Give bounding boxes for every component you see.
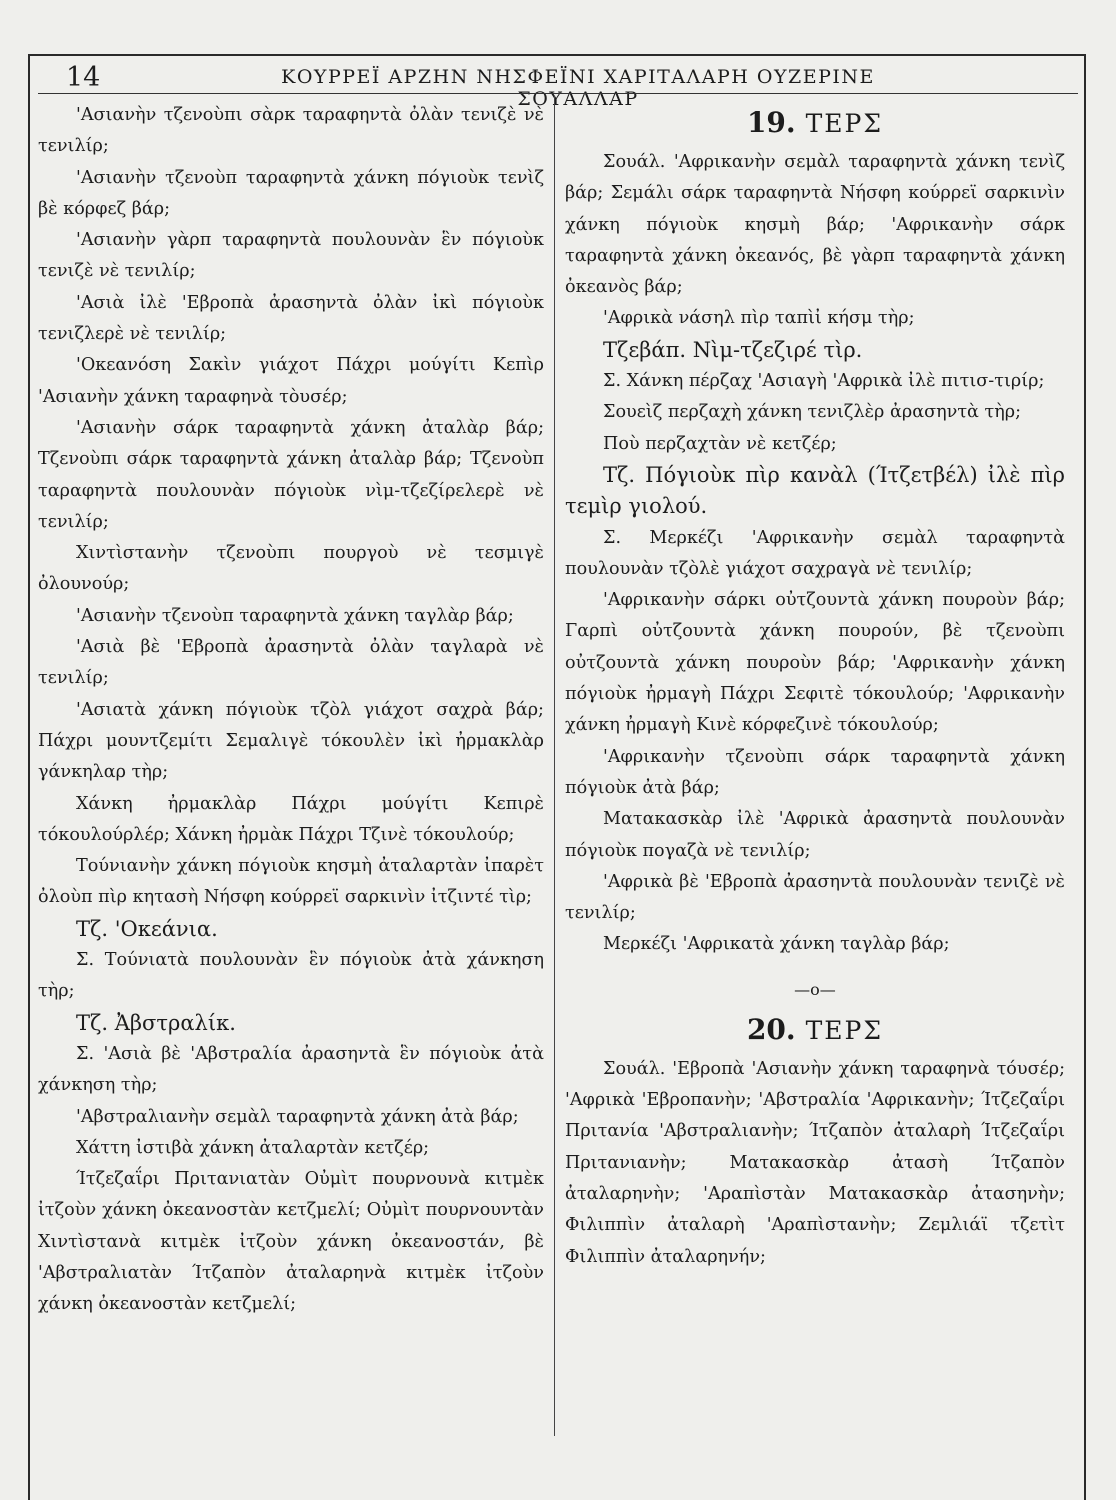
answer-heading: Τζ. Ἀβστραλίκ. [76, 1010, 236, 1035]
column-divider [554, 96, 555, 1436]
paragraph: 'Ασιὰ ἰλὲ 'Εβροπὰ ἀρασηντὰ ὀλὰν ἰκὶ πόγιοὺκ τενιζλερὲ νὲ τενιλίρ; [38, 292, 544, 345]
paragraph: 'Ασιανὴν τζενοὺπ ταραφηντὰ χάνκη ταγλὰρ βάρ; [76, 605, 514, 626]
paragraph: Ματακασκὰρ ἰλὲ 'Αφρικὰ ἀρασηντὰ πουλουνὰν πόγιοὺκ πογαζὰ νὲ τενιλίρ; [565, 809, 1065, 861]
paragraph: Σ. 'Ασιὰ βὲ 'Αβστραλία ἀρασηντὰ ἓν πόγιοὺκ ἀτὰ χάνκηση τὴρ; [38, 1043, 544, 1096]
section-heading-20 [565, 1012, 1065, 1046]
paragraph: 'Αβστραλιανὴν σεμὰλ ταραφηντὰ χάνκη ἀτὰ βάρ; [76, 1106, 519, 1127]
paragraph: 'Ασιανὴν σάρκ ταραφηντὰ χάνκη ἀταλὰρ βάρ; Τζενοὺπι σάρκ ταραφηντὰ χάνκη ἀταλὰρ βάρ; Τζενοὺπ ταραφηντὰ πουλουνὰν πόγιοὺκ νὶμ-τζεζίρελερὲ νὲ τενιλίρ; [38, 417, 544, 532]
paragraph: Σ. Τούνιατὰ πουλουνὰν ἓν πόγιοὺκ ἀτὰ χάνκηση τὴρ; [38, 950, 544, 1002]
paragraph: 'Αφρικανὴν σάρκι οὐτζουντὰ χάνκη πουροὺν βάρ; Γαρπὶ οὐτζουντὰ χάνκη πουρούν, βὲ τζενοὺπι οὐτζουντὰ χάνκη πουροὺν βάρ; 'Αφρικανὴν χάνκη πόγιοὺκ ἠρμαγὴ Πάχρι Σεφιτὲ τόκουλούρ; 'Αφρικανὴν χάνκη ἠρμαγὴ Κινὲ κόρφεζινὲ τόκουλούρ; [565, 590, 1065, 736]
paragraph: Σ. Χάνκη πέρζαχ 'Ασιαγὴ 'Αφρικὰ ἰλὲ πιτισ-τιρίρ; [603, 371, 1045, 392]
page-header [28, 58, 1086, 110]
paragraph: 'Ασιανὴν τζενοὺπ ταραφηντὰ χάνκη πόγιοὺκ τενὶζ βὲ κόρφεζ βάρ; [38, 167, 544, 219]
paragraph: Σουάλ. 'Αφρικανὴν σεμὰλ ταραφηντὰ χάνκη τενὶζ βάρ; Σεμάλι σάρκ ταραφηντὰ Νήσφη κούρρεϊ σαρκινὶν χάνκη πόγιοὺκ κησμὴ βάρ; 'Αφρικανὴν σάρκ ταραφηντὰ χάνκη ὀκεανός, βὲ γὰρπ ταραφηντὰ χάνκη ὀκεανὸς βάρ; [565, 152, 1065, 298]
answer-heading: Τζεβάπ. Νὶμ-τζεζιρέ τὶρ. [603, 337, 863, 362]
section-title: ΤΕΡΣ [805, 1015, 884, 1045]
answer-heading: Τζ. Πόγιοὺκ πὶρ κανὰλ (Ίτζετβέλ) ἰλὲ πὶρ τεμὶρ γιολού. [565, 462, 1065, 519]
paragraph: Χάττη ἰστιβὰ χάνκη ἀταλαρτὰν κετζέρ; [76, 1137, 430, 1158]
answer-heading: Τζ. 'Οκεάνια. [76, 916, 218, 941]
paragraph: 'Αφρικανὴν τζενοὺπι σάρκ ταραφηντὰ χάνκη πόγιοὺκ ἀτὰ βάρ; [565, 746, 1065, 798]
paragraph: 'Ασιανὴν τζενοὺπι σὰρκ ταραφηντὰ ὀλὰν τενιζὲ νὲ τενιλίρ; [38, 105, 544, 157]
running-title: ΚΟΥΡΡΕΪ ΑΡΖΗΝ ΝΗΣΦΕΪΝΙ ΧΑΡΙΤΑΛΑΡΗ ΟΥΖΕΡΙΝΕ ΣΟΥΑΛΛΑΡ [281, 66, 875, 110]
paragraph: 'Αφρικὰ νάσηλ πὶρ ταπὶἰ κήσμ τὴρ; [603, 308, 915, 329]
paragraph: Σουεὶζ περζαχὴ χάνκη τενιζλὲρ ἀρασηντὰ τὴρ; [603, 402, 1022, 423]
paragraph: 'Αφρικὰ βὲ 'Εβροπὰ ἀρασηντὰ πουλουνὰν τενιζὲ νὲ τενιλίρ; [565, 871, 1065, 924]
paragraph: 'Ασιανὴν γὰρπ ταραφηντὰ πουλουνὰν ἓν πόγιοὺκ τενιζὲ νὲ τενιλίρ; [38, 230, 544, 282]
paragraph: Ποὺ περζαχτὰν νὲ κετζέρ; [603, 433, 837, 454]
paragraph: 'Ασιατὰ χάνκη πόγιοὺκ τζὸλ γιάχοτ σαχρὰ βάρ; Πάχρι μουντζεμίτι Σεμαλιγὲ τόκουλὲν ἰκὶ ἠρμακλὰρ γάνκηλαρ τὴρ; [38, 699, 544, 783]
section-heading-19 [565, 108, 1065, 139]
paragraph: Σ. Μερκέζι 'Αφρικανὴν σεμὰλ ταραφηντὰ πουλουνὰν τζὸλὲ γιάχοτ σαχραγὰ νὲ τενιλίρ; [565, 527, 1065, 579]
paragraph: Χάνκη ἠρμακλὰρ Πάχρι μούγίτι Κεπιρὲ τόκουλούρλέρ; Χάνκη ἠρμὰκ Πάχρι Τζινὲ τόκουλούρ; [38, 793, 544, 845]
paragraph: Τούνιανὴν χάνκη πόγιοὺκ κησμὴ ἀταλαρτὰν ἰπαρὲτ ὀλοὺπ πὶρ κητασὴ Νήσφη κούρρεϊ σαρκινὶν ἰτζιντέ τὶρ; [38, 856, 544, 908]
paragraph: Σουάλ. 'Εβροπὰ 'Ασιανὴν χάνκη ταραφηνὰ τόυσέρ; 'Αφρικὰ 'Εβροπανὴν; 'Αβστραλία 'Αφρικανὴν; Ίτζεζαΐρι Πριτανία 'Αβστραλιανὴν; Ίτζαπὸν ἀταλαρὴ Ίτζεζαΐρι Πριτανιανὴν; Ματακασκὰρ ἀτασὴ Ίτζαπὸν ἀταλαρηνὴν; 'Αραπὶστὰν Ματακασκὰρ ἀτασηνὴν; Φιλιππὶν ἀταλαρὴ 'Αραπὶστανὴν; Ζεμλιάϊ τζετὶτ Φιλιππὶν ἀταλαρηνήν; [565, 1058, 1065, 1267]
paragraph: 'Ασιὰ βὲ 'Εβροπὰ ἀρασηντὰ ὀλὰν ταγλαρὰ νὲ τενιλίρ; [38, 637, 544, 689]
header-rule [38, 93, 1078, 94]
paragraph: Μερκέζι 'Αφρικατὰ χάνκη ταγλὰρ βάρ; [603, 934, 950, 955]
paragraph: Ίτζεζαΐρι Πριτανιατὰν Οὐμὶτ πουρνουνὰ κιτμὲκ ἰτζοὺν χάνκη ὀκεανοστὰν κετζμελί; Οὐμὶτ πουρνουντὰν Χιντὶστανὰ κιτμὲκ ἰτζοὺν χάνκη ὀκεανοστάν, βὲ 'Αβστραλιατὰν Ίτζαπὸν ἀταλαρηνὰ κιτμὲκ ἰτζοὺν χάνκη ὀκεανοστὰν κετζμελί; [38, 1169, 544, 1315]
left-column [38, 100, 544, 1321]
section-separator: —o— [794, 979, 836, 999]
page-number: 14 [66, 62, 101, 93]
paragraph: 'Οκεανόση Σακὶν γιάχοτ Πάχρι μούγίτι Κεπὶρ 'Ασιανὴν χάνκη ταραφηνὰ τὸυσέρ; [38, 355, 544, 407]
right-column [565, 104, 1065, 1273]
paragraph: Χιντὶστανὴν τζενοὺπι πουργοὺ νὲ τεσμιγὲ ὀλουνούρ; [38, 543, 544, 595]
section-number: 19. [746, 106, 796, 139]
section-number: 20. [746, 1012, 796, 1046]
section-title: ΤΕΡΣ [805, 109, 884, 138]
